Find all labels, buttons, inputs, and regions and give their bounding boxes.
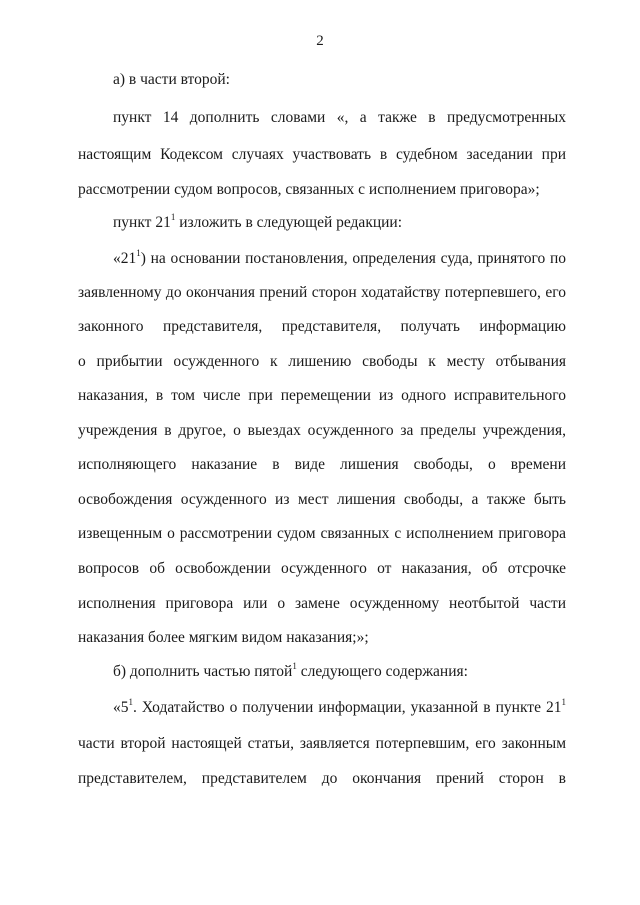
- paragraph-line: [78, 386, 566, 406]
- paragraph-line: [78, 317, 566, 337]
- text-run: учреждения в другое, о выездах осужденного за пределы учреждения,: [78, 422, 566, 439]
- paragraph-line: [113, 662, 566, 682]
- paragraph-line: [78, 524, 566, 544]
- text-run: извещенным о рассмотрении судом связанных с исполнением приговора: [78, 525, 566, 542]
- text-run: законного представителя, представителя, получать информацию: [78, 318, 566, 335]
- paragraph-line: [78, 734, 566, 754]
- paragraph-line: [113, 698, 566, 718]
- paragraph-line: [78, 180, 566, 200]
- paragraph-line: [78, 769, 566, 789]
- paragraph-line: [78, 145, 566, 165]
- text-run: о прибытии осужденного к лишению свободы к месту отбывания: [78, 353, 566, 370]
- superscript: 1: [128, 696, 133, 707]
- text-run: представителем, представителем до окончания прений сторон в: [78, 770, 566, 787]
- paragraph-line: [78, 594, 566, 614]
- text-run: пункт 21: [113, 214, 171, 231]
- paragraph-line: [113, 108, 566, 128]
- paragraph-line: [113, 249, 566, 269]
- text-run: исполняющего наказание в виде лишения свободы, о времени: [78, 456, 566, 473]
- paragraph-line: [78, 455, 566, 475]
- text-run: . Ходатайство о получении информации, указанной в пункте 21: [133, 699, 562, 716]
- paragraph-line: [78, 490, 566, 510]
- text-run: изложить в следующей редакции:: [175, 214, 403, 231]
- page-number: 2: [316, 33, 324, 49]
- text-run: а) в части второй:: [113, 71, 230, 88]
- paragraph-line: [78, 283, 566, 303]
- superscript: 1: [561, 696, 566, 707]
- paragraph-line: [78, 352, 566, 372]
- text-run: пункт 14 дополнить словами «, а также в предусмотренных: [113, 109, 566, 126]
- text-run: освобождения осужденного из мест лишения свободы, а также быть: [78, 491, 566, 508]
- text-run: исполнения приговора или о замене осужденному неотбытой части: [78, 595, 566, 612]
- text-run: части второй настоящей статьи, заявляется потерпевшим, его законным: [78, 735, 566, 752]
- text-run: настоящим Кодексом случаях участвовать в судебном заседании при: [78, 146, 566, 163]
- paragraph-line: [78, 628, 566, 648]
- paragraph-line: [113, 70, 566, 90]
- text-run: заявленному до окончания прений сторон ходатайству потерпевшего, его: [78, 284, 566, 301]
- paragraph-line: [78, 559, 566, 579]
- paragraph-line: [113, 213, 566, 233]
- paragraph-line: [78, 421, 566, 441]
- text-run: ) на основании постановления, определения суда, принятого по: [140, 250, 566, 267]
- text-run: «5: [113, 699, 129, 716]
- text-run: рассмотрении судом вопросов, связанных с исполнением приговора»;: [78, 181, 540, 198]
- text-run: «21: [113, 250, 137, 267]
- text-run: б) дополнить частью пятой: [113, 663, 293, 680]
- text-run: вопросов об освобождении осужденного от наказания, об отсрочке: [78, 560, 566, 577]
- text-run: следующего содержания:: [296, 663, 468, 680]
- text-run: наказания более мягким видом наказания;»;: [78, 629, 369, 646]
- text-run: наказания, в том числе при перемещении из одного исправительного: [78, 387, 566, 404]
- superscript: 1: [170, 211, 176, 222]
- superscript: 1: [136, 247, 141, 258]
- superscript: 1: [292, 660, 297, 671]
